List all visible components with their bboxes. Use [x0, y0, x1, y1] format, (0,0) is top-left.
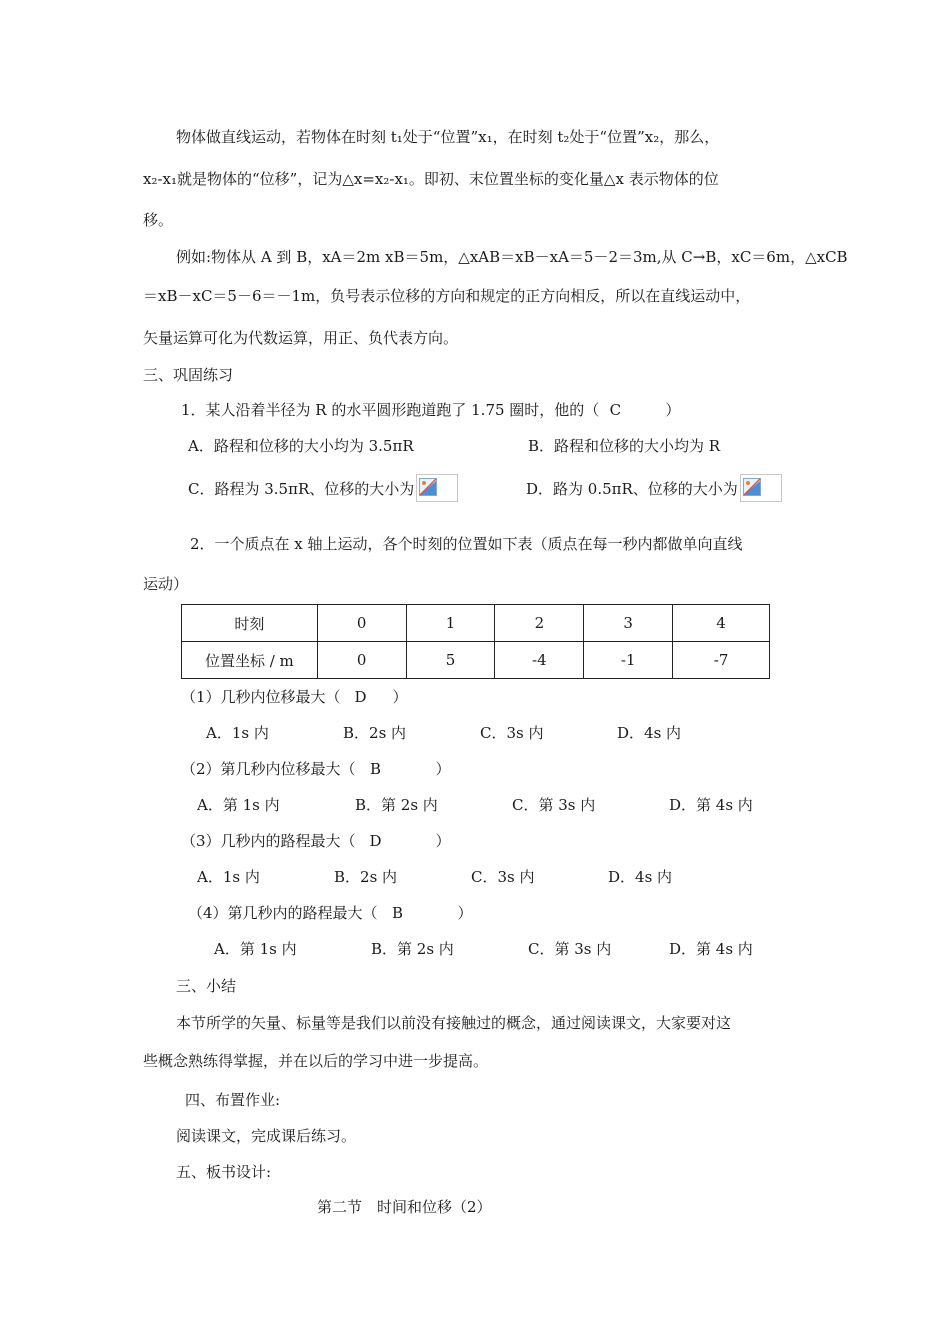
- q1-option-d-text: D．路为 0.5πR、位移的大小为: [526, 480, 738, 498]
- sub2-answer: B: [370, 760, 382, 778]
- sub3-stem-text: （3）几秒内的路程最大（: [181, 832, 356, 850]
- sub3-close: ）: [435, 832, 451, 850]
- example-line-3: 矢量运算可化为代数运算，用正、负代表方向。: [143, 329, 459, 347]
- sub4-option-b: B．第 2s 内: [371, 940, 454, 958]
- q2-stem-line-2: 运动）: [143, 575, 189, 593]
- sub2-stem: [181, 759, 451, 779]
- broken-image-icon: [740, 474, 782, 502]
- sub4-option-d: D．第 4s 内: [669, 940, 753, 958]
- table-cell: 1: [406, 605, 495, 642]
- sub2-close: ）: [435, 760, 451, 778]
- summary-line-2: 些概念熟练得掌握，并在以后的学习中进一步提高。: [143, 1052, 489, 1070]
- table-cell: -4: [495, 642, 584, 679]
- intro-line-2: x₂-x₁就是物体的“位移”，记为△x=x₂-x₁。即初、末位置坐标的变化量△x 表示物体的位: [143, 170, 719, 188]
- sub1-option-b: B．2s 内: [343, 724, 407, 742]
- table-cell: 0: [317, 642, 406, 679]
- sub1-option-a: A．1s 内: [206, 724, 269, 742]
- sub1-stem: [181, 687, 408, 707]
- homework-heading: 四、布置作业:: [185, 1091, 281, 1109]
- table-cell: 0: [317, 605, 406, 642]
- broken-image-icon: [416, 474, 458, 502]
- table-cell: 5: [406, 642, 495, 679]
- sub3-stem: [181, 831, 451, 851]
- table-cell: -1: [584, 642, 673, 679]
- table-cell: 3: [584, 605, 673, 642]
- position-table: [181, 604, 770, 679]
- sub3-answer: D: [369, 832, 382, 850]
- q2-stem-line-1: 2．一个质点在 x 轴上运动，各个时刻的位置如下表（质点在每一秒内都做单向直线: [190, 535, 743, 553]
- table-cell: -7: [673, 642, 770, 679]
- table-cell: 4: [673, 605, 770, 642]
- sub1-close: ）: [392, 688, 408, 706]
- sub1-option-d: D．4s 内: [617, 724, 682, 742]
- table-cell: 2: [495, 605, 584, 642]
- q1-stem-text: 1．某人沿着半径为 R 的水平圆形跑道跑了 1.75 圈时，他的（: [181, 401, 600, 419]
- intro-line-3: 移。: [143, 211, 174, 229]
- sub1-stem-text: （1）几秒内位移最大（: [181, 688, 341, 706]
- q1-option-c: [188, 474, 458, 502]
- sub2-option-b: B．第 2s 内: [355, 796, 438, 814]
- table-header-position: 位置坐标 / m: [182, 642, 318, 679]
- sub2-option-d: D．第 4s 内: [669, 796, 753, 814]
- q1-answer: C: [609, 401, 622, 419]
- sub3-option-b: B．2s 内: [334, 868, 398, 886]
- table-row: [182, 642, 770, 679]
- q1-option-b: B．路程和位移的大小均为 R: [528, 437, 721, 455]
- sub2-option-c: C．第 3s 内: [512, 796, 596, 814]
- summary-heading: 三、小结: [176, 977, 237, 995]
- intro-line-1: 物体做直线运动，若物体在时刻 t₁处于“位置”x₁，在时刻 t₂处于“位置”x₂，那么，: [176, 128, 720, 146]
- practice-heading: 三、巩固练习: [143, 366, 234, 384]
- sub2-stem-text: （2）第几秒内位移最大（: [181, 760, 356, 778]
- sub1-option-c: C．3s 内: [480, 724, 544, 742]
- q1-option-d: [526, 474, 782, 502]
- sub4-stem-text: （4）第几秒内的路程最大（: [188, 904, 378, 922]
- sub3-option-c: C．3s 内: [471, 868, 535, 886]
- sub3-option-a: A．1s 内: [197, 868, 260, 886]
- board-title: 第二节 时间和位移（2）: [317, 1198, 492, 1216]
- homework-text: 阅读课文，完成课后练习。: [176, 1127, 357, 1145]
- sub4-answer: B: [392, 904, 404, 922]
- q1-close: ）: [665, 401, 681, 419]
- sub2-option-a: A．第 1s 内: [197, 796, 280, 814]
- sub1-answer: D: [354, 688, 367, 706]
- sub4-option-a: A．第 1s 内: [214, 940, 297, 958]
- q1-option-c-text: C．路程为 3.5πR、位移的大小为: [188, 480, 415, 498]
- q1-stem: [181, 400, 680, 420]
- sub3-option-d: D．4s 内: [608, 868, 673, 886]
- sub4-stem: [188, 903, 473, 923]
- table-row: [182, 605, 770, 642]
- q1-option-a: A．路程和位移的大小均为 3.5πR: [188, 437, 414, 455]
- sub4-close: ）: [457, 904, 473, 922]
- summary-line-1: 本节所学的矢量、标量等是我们以前没有接触过的概念，通过阅读课文，大家要对这: [176, 1014, 732, 1032]
- example-line-2: ＝xB－xC＝5－6＝－1m，负号表示位移的方向和规定的正方向相反，所以在直线运动中，: [143, 287, 751, 305]
- board-heading: 五、板书设计:: [176, 1163, 272, 1181]
- sub4-option-c: C．第 3s 内: [528, 940, 612, 958]
- table-header-time: 时刻: [182, 605, 318, 642]
- example-line-1: 例如:物体从 A 到 B，xA＝2m xB＝5m，△xAB＝xB－xA＝5－2＝3m,从 C→B，xC＝6m，△xCB: [176, 248, 848, 266]
